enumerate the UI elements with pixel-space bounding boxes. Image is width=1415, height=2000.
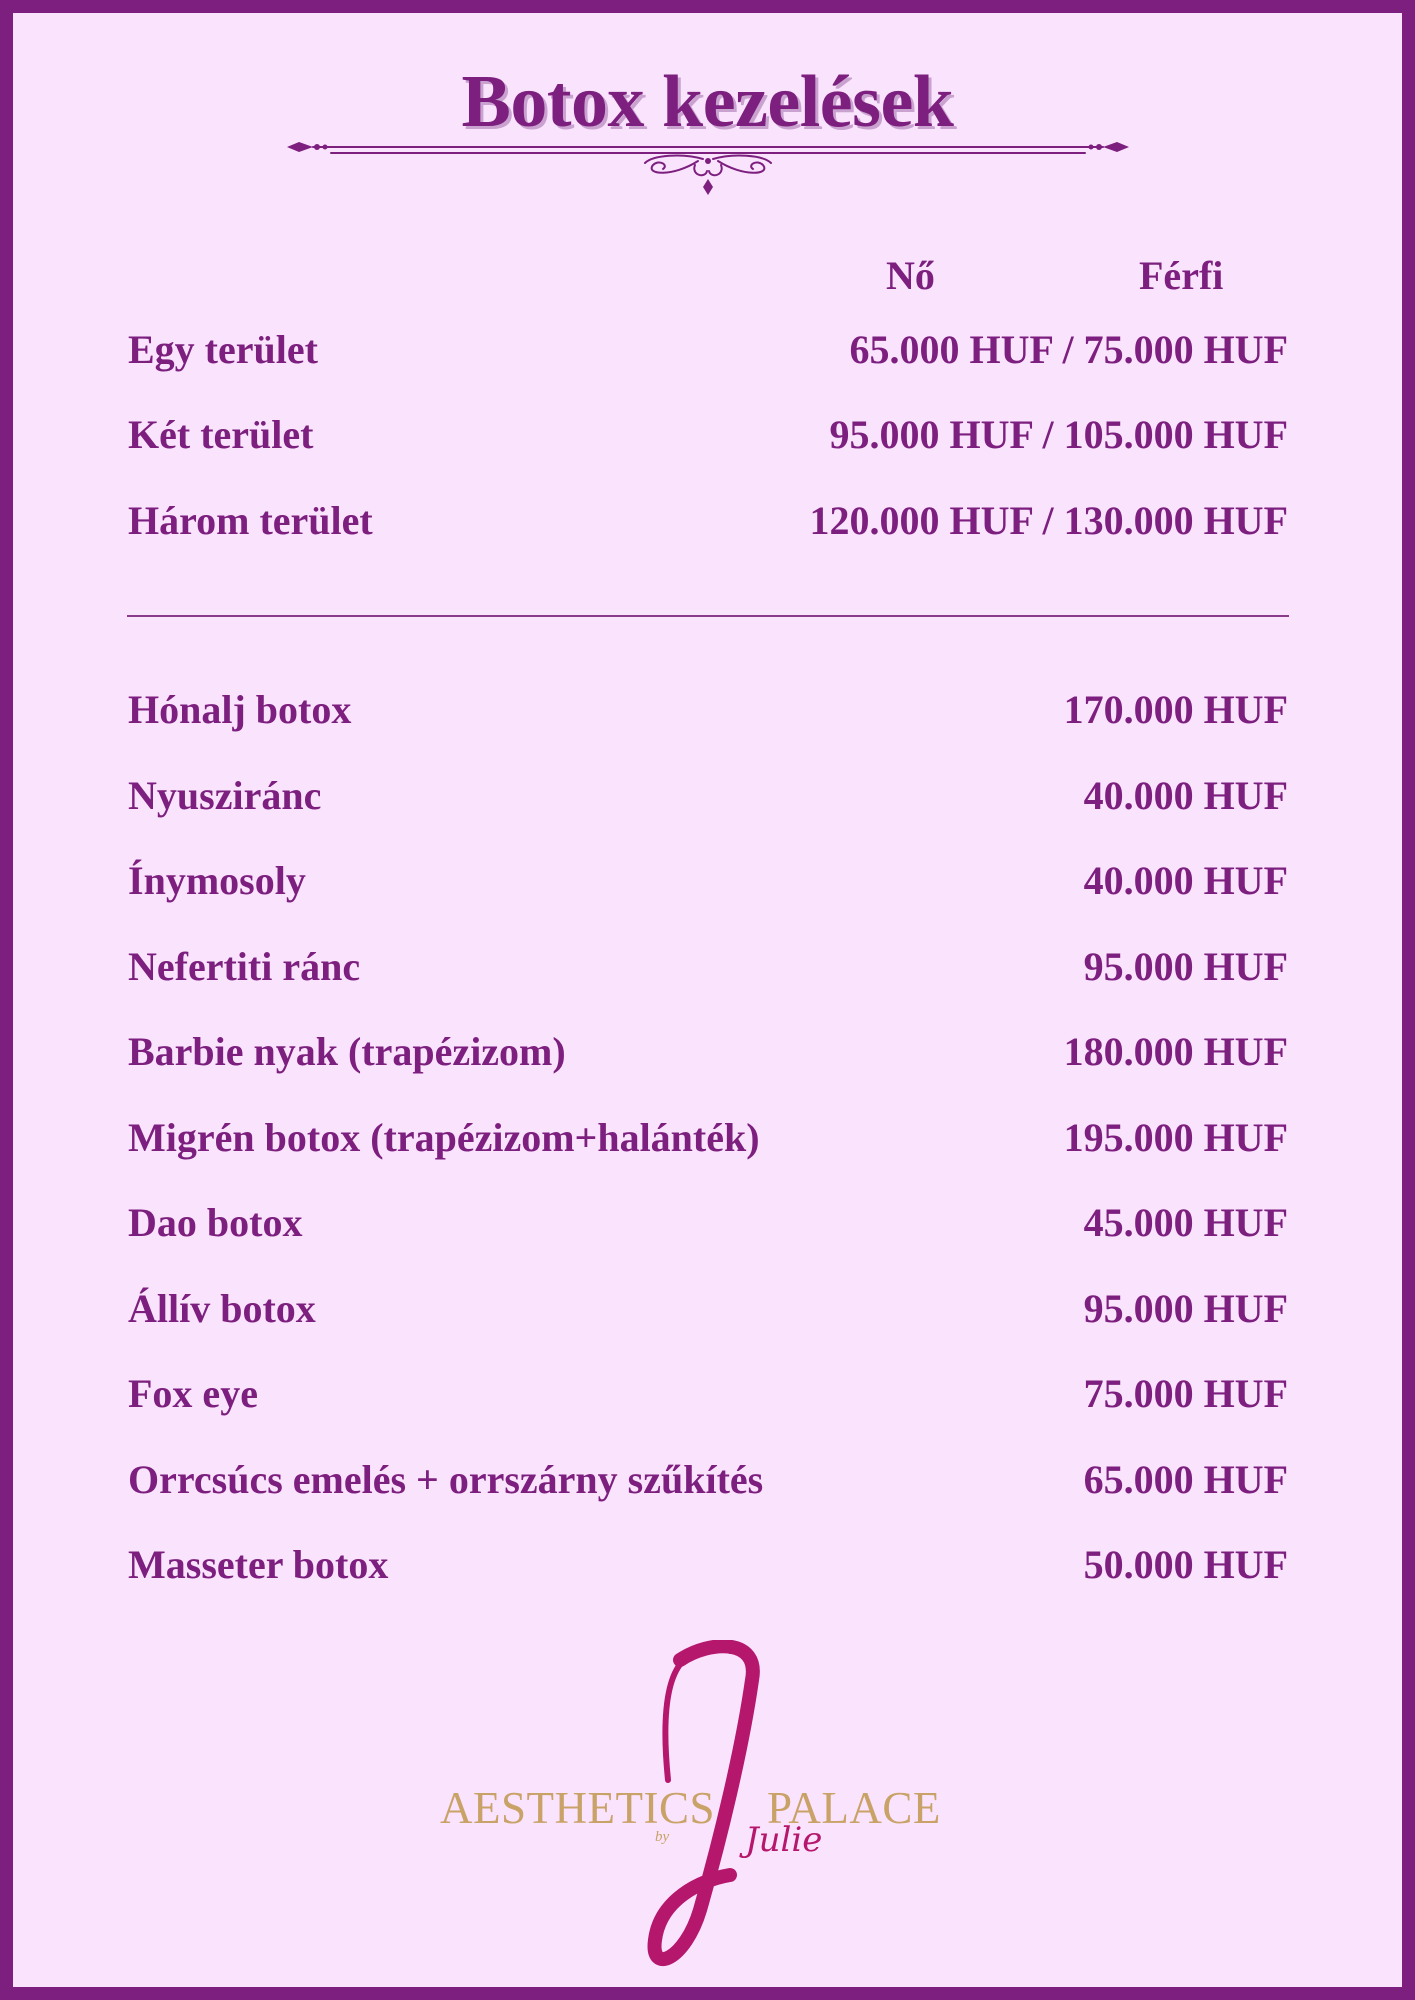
brand-name-right: PALACE [767,1783,941,1833]
treatment-row [128,1450,1288,1510]
row-price: 180.000 HUF [1063,1029,1288,1074]
row-label: Állív botox [128,1286,316,1331]
column-header-female: Nő [886,253,935,298]
row-price: 40.000 HUF [1083,858,1288,903]
row-price: 95.000 HUF [1083,944,1288,989]
row-price: 65.000 HUF [1083,1457,1288,1502]
row-label: Fox eye [128,1371,258,1416]
row-price: 195.000 HUF [1063,1115,1288,1160]
row-label: Egy terület [128,327,318,372]
page-title: Botox kezelések [461,61,954,143]
row-label: Hónalj botox [128,687,352,732]
row-label: Migrén botox (trapézizom+halánték) [128,1115,760,1160]
treatment-row [128,1364,1288,1424]
brand-by-text: by [655,1829,670,1845]
treatment-row [128,680,1288,740]
row-price: 95.000 HUF / 105.000 HUF [829,412,1288,457]
title-ornament [273,131,1143,211]
row-label: Masseter botox [128,1542,389,1587]
row-label: Nefertiti ránc [128,944,361,989]
treatment-row [128,1279,1288,1339]
row-label: Orrcsúcs emelés + orrszárny szűkítés [128,1457,764,1502]
row-label: Két terület [128,412,314,457]
row-label: Dao botox [128,1200,303,1245]
section-divider [127,615,1289,617]
row-label: Ínymosoly [128,858,306,903]
row-label: Nyusziránc [128,773,322,818]
column-header-male: Férfi [1139,253,1224,298]
row-price: 40.000 HUF [1083,773,1288,818]
row-price: 95.000 HUF [1083,1286,1288,1331]
treatment-row [128,1535,1288,1595]
row-price: 120.000 HUF / 130.000 HUF [809,498,1288,543]
row-price: 50.000 HUF [1083,1542,1288,1587]
brand-name-left: AESTHETICS [440,1783,715,1833]
treatment-row [128,1193,1288,1253]
row-price: 65.000 HUF / 75.000 HUF [849,327,1288,372]
row-label: Barbie nyak (trapézizom) [128,1029,566,1074]
treatment-row [128,1108,1288,1168]
row-price: 75.000 HUF [1083,1371,1288,1416]
treatment-row [128,851,1288,911]
row-label: Három terület [128,498,373,543]
treatment-row [128,766,1288,826]
row-price: 45.000 HUF [1083,1200,1288,1245]
treatment-row [128,1022,1288,1082]
area-price-row [128,320,1288,380]
area-price-row [128,405,1288,465]
treatment-row [128,937,1288,997]
brand-signature: Julie [745,1820,823,1860]
row-price: 170.000 HUF [1063,687,1288,732]
area-price-row [128,491,1288,551]
